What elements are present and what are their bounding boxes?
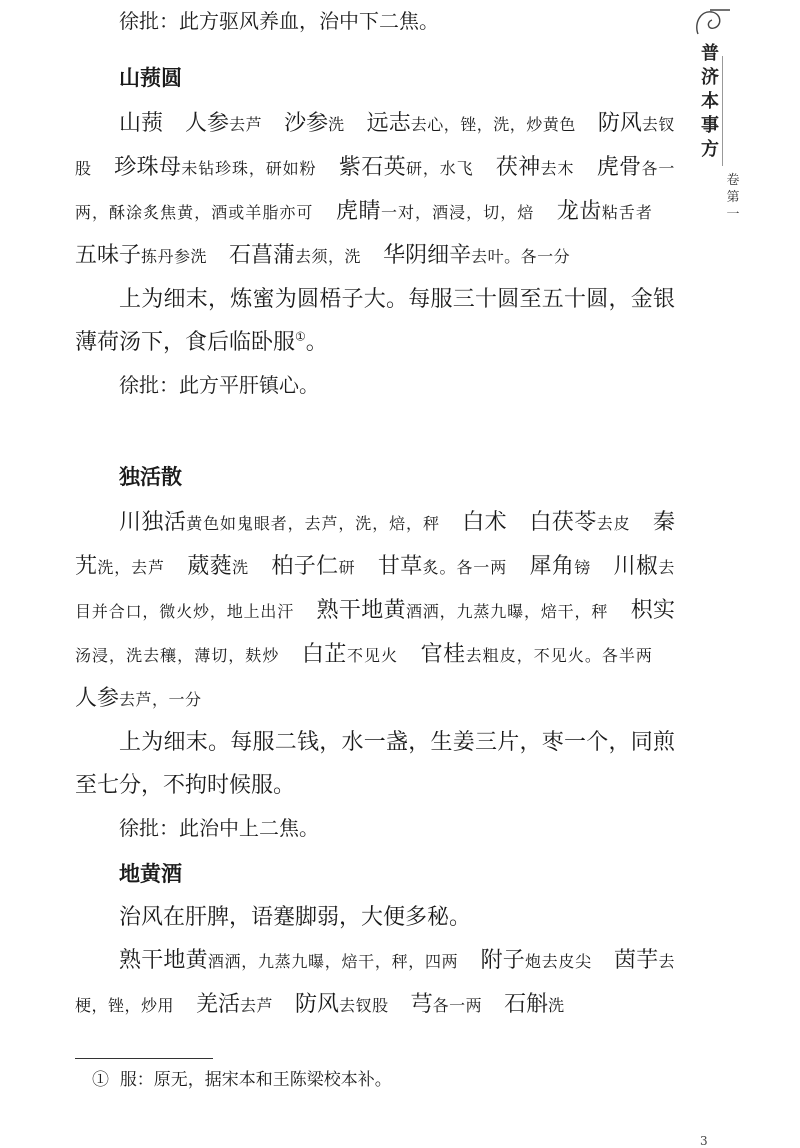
ingredient-name: 远志 xyxy=(366,111,411,136)
ingredient-note: 不见火 xyxy=(346,646,399,665)
volume-label: 卷第一 xyxy=(726,173,740,222)
preparation-method: 上为细末。每服二钱，水一盏，生姜三片，枣一个，同煎至七分，不拘时候服。 xyxy=(75,730,675,798)
ingredient xyxy=(529,510,630,535)
ingredient-note: 各一两 xyxy=(432,996,483,1015)
ingredient-name: 龙齿 xyxy=(556,199,602,224)
ingredient-name: 葳蕤 xyxy=(186,554,233,579)
footnote-text: 服：原无，据宋本和王陈梁校本补。 xyxy=(119,1070,392,1090)
ingredient-note: 去叶。各一分 xyxy=(471,247,571,266)
ingredient-name: 秦艽 xyxy=(75,510,675,579)
section-dihuang-jiu xyxy=(75,852,675,1027)
header-divider xyxy=(722,56,723,166)
ingredient-name: 川椒 xyxy=(613,554,659,579)
ingredient xyxy=(420,642,653,667)
ingredient xyxy=(284,111,345,136)
page-number: 3 xyxy=(700,1134,708,1148)
ingredient-name: 紫石英 xyxy=(338,155,406,180)
ingredient xyxy=(462,510,507,535)
ingredient-note: 酒洒，九蒸九曝，焙干，秤 xyxy=(405,602,609,621)
ingredient-note: 镑 xyxy=(574,558,592,577)
ingredient xyxy=(301,642,398,667)
ingredient-note: 去钗股 xyxy=(339,996,389,1015)
ingredient-note: 洗 xyxy=(548,996,565,1015)
ingredient xyxy=(383,243,570,268)
ingredient-note: 酒洒，九蒸九曝，焙干，秤，四两 xyxy=(207,952,459,971)
ingredient-note: 炮去皮尖 xyxy=(525,952,592,971)
ingredient-name: 茯神 xyxy=(495,155,541,180)
ingredient-list xyxy=(75,501,675,721)
indication: 治风在肝脾，语蹇脚弱，大便多秘。 xyxy=(119,905,472,930)
ingredient xyxy=(335,199,534,224)
footnote-divider xyxy=(75,1058,213,1059)
ingredient-name: 川独活 xyxy=(119,510,187,535)
ingredient-note: 黄色如鬼眼者，去芦，洗，焙，秤 xyxy=(186,514,440,533)
ingredient-note: 未钻珍珠，研如粉 xyxy=(181,159,317,178)
ingredient-name: 虎骨 xyxy=(596,155,642,180)
ingredient-name: 五味子 xyxy=(75,243,142,268)
ingredient-note: 去粗皮，不见火。各半两 xyxy=(465,646,653,665)
preparation-method xyxy=(75,278,675,364)
ingredient-note: 去钗股 xyxy=(75,115,675,178)
ingredient-name: 柏子仁 xyxy=(271,554,339,579)
ingredient-name: 白术 xyxy=(461,510,508,535)
ingredient-note: 去木 xyxy=(540,159,575,178)
ingredient-name: 防风 xyxy=(597,111,642,136)
ingredient-note: 去梗，锉，炒用 xyxy=(75,952,675,1015)
footnote xyxy=(92,1068,392,1092)
ingredient-note: 去芦 xyxy=(229,115,263,134)
ingredient-note: 去心，锉，洗，炒黄色 xyxy=(410,115,576,134)
ingredient xyxy=(114,155,317,180)
method-text: 上为细末，炼蜜为圆梧子大。每服三十圆至五十圆，金银薄荷汤下，食后临卧服 xyxy=(75,287,675,355)
running-header xyxy=(690,0,750,240)
ingredient-note: 拣丹参洗 xyxy=(141,247,208,266)
ingredient-name: 防风 xyxy=(295,992,340,1017)
ingredient xyxy=(119,948,458,973)
ingredient xyxy=(495,155,574,180)
ingredient xyxy=(75,243,207,268)
ingredient-note: 去芦 xyxy=(240,996,274,1015)
ingredient xyxy=(295,992,389,1017)
ornament-curve-icon xyxy=(692,4,732,40)
ingredient-name: 附子 xyxy=(480,948,526,973)
ingredient-name: 白芷 xyxy=(301,642,347,667)
method-end: 。 xyxy=(305,330,328,355)
ingredient xyxy=(75,686,202,711)
ingredient-note: 各一两，酥涂炙焦黄，酒或羊脂亦可 xyxy=(75,159,675,222)
annotation: 徐批：此治中上二焦。 xyxy=(119,816,319,840)
ingredient xyxy=(185,111,262,136)
ingredient xyxy=(480,948,591,973)
ingredient-name: 甘草 xyxy=(377,554,423,579)
ingredient xyxy=(119,510,440,535)
ingredient-note: 汤浸，洗去穰，薄切，麸炒 xyxy=(75,646,280,665)
ingredient-name: 人参 xyxy=(75,686,120,711)
ingredient-name: 石斛 xyxy=(504,992,549,1017)
ingredient-note: 去皮 xyxy=(596,514,631,533)
ingredient-note: 炙。各一两 xyxy=(422,558,508,577)
ingredient-note: 一对，酒浸，切，焙 xyxy=(381,203,535,222)
ingredient xyxy=(119,111,163,136)
ingredient-note: 洗 xyxy=(328,115,345,134)
ingredient-note: 去须，洗 xyxy=(295,247,362,266)
ingredient-name: 熟干地黄 xyxy=(119,948,208,973)
ingredient-note: 洗，去芦 xyxy=(97,558,165,577)
ingredient-note: 去目并合口，微火炒，地上出汗 xyxy=(75,558,675,621)
ingredient-note: 研 xyxy=(338,558,356,577)
ingredient xyxy=(529,554,591,579)
footnote-marker: ① xyxy=(92,1070,109,1090)
ingredient-name: 虎睛 xyxy=(335,199,381,224)
book-title: 普济本事方 xyxy=(701,43,719,160)
section-shanyu-yuan xyxy=(75,56,675,407)
ingredient-name: 犀角 xyxy=(529,554,575,579)
ingredient-name: 羌活 xyxy=(196,992,241,1017)
ingredient-note: 洗 xyxy=(232,558,250,577)
ingredient-name: 白茯苓 xyxy=(529,510,597,535)
ingredient-note: 去芦，一分 xyxy=(119,690,202,709)
ingredient-name: 珍珠母 xyxy=(113,155,182,180)
ingredient xyxy=(338,155,473,180)
ingredient-name: 人参 xyxy=(185,111,230,136)
section-title: 独活散 xyxy=(119,465,182,489)
ingredient-name: 熟干地黄 xyxy=(316,598,406,623)
annotation-top: 徐批：此方驱风养血，治中下二焦。 xyxy=(119,9,439,33)
ingredient xyxy=(229,243,361,268)
ingredient-note: 研，水飞 xyxy=(405,159,474,178)
annotation: 徐批：此方平肝镇心。 xyxy=(119,373,319,397)
ingredient xyxy=(377,554,507,579)
ingredient xyxy=(504,992,565,1017)
ingredient-name: 官桂 xyxy=(420,642,466,667)
ingredient xyxy=(367,111,576,136)
ingredient-note: 粘舌者 xyxy=(601,203,653,222)
ingredient-name: 枳实 xyxy=(630,598,675,623)
section-duhuo-san xyxy=(75,455,675,850)
ingredient xyxy=(196,992,273,1017)
ingredient xyxy=(271,554,355,579)
footnote-ref: ① xyxy=(295,329,306,344)
ingredient-name: 山蓣 xyxy=(119,111,164,136)
ingredient-name: 石菖蒲 xyxy=(229,243,296,268)
ingredient-list xyxy=(75,939,675,1027)
ingredient-name: 茵芋 xyxy=(613,948,659,973)
ingredient-name: 沙参 xyxy=(284,111,329,136)
section-title: 地黄酒 xyxy=(119,862,182,886)
section-title: 山蓣圆 xyxy=(119,66,182,90)
ingredient xyxy=(411,992,483,1017)
ingredient-name: 华阴细辛 xyxy=(383,243,472,268)
ingredient xyxy=(556,199,653,224)
ingredient xyxy=(187,554,249,579)
ingredient-name: 芎 xyxy=(410,992,433,1017)
ingredient xyxy=(316,598,608,623)
ingredient-list xyxy=(75,102,675,278)
